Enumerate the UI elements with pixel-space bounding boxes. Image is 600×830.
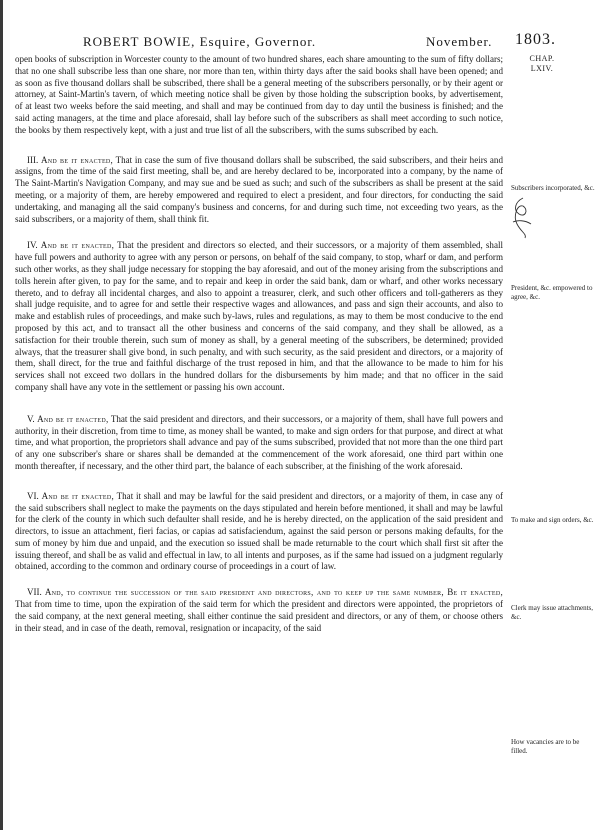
- header-year: 1803.: [515, 31, 556, 48]
- section-number: VI.: [27, 490, 39, 501]
- margin-note-attachments: Clerk may issue attachments, &c.: [511, 604, 594, 621]
- header-title: ROBERT BOWIE, Esquire, Governor.: [83, 34, 317, 49]
- margin-note-president-empowered: President, &c. empowered to agree, &c.: [511, 284, 593, 301]
- section-number: VII.: [27, 587, 42, 598]
- paragraph-text: That the president and directors so elected, and their successors, or a majority of them assembled, shall have full powers and authority to agree with any person or persons, on behalf of the said company, to stop, wharf or dam, and perform such other works, as they shall judge necessary for stopping the bay aforesaid, and out of the money arising from the subscriptions and tolls herein after given, to pay for the same, and to repair and keep in order the said bank, dam or wharf, and other works necessary thereto, and to defray all incidental charges, and also to appoint a treasurer, clerk, and such other officers and toll-gatherers as they shall judge requisite, and to agree for and settle their respective wages and allowances, and pass and sign their accounts, and also to make and establish rules of proceedings, and make such by-laws, rules and regulations, as may to them be most conducive to the end proposed by this act, and to transact all the other business and concerns of the said company, and they shall be allowed, as a satisfaction for their trouble therein, such sum of money as shall, by a general meeting of the subscribers, be determined; provided always, that the treasurer shall give bond, in such penalty, and with such security, as the said president and directors, or a majority of them, shall direct, for the true and faithful discharge of the trust reposed in him, and that the allowance to be made to him for his services shall not exceed two dollars in the hundred dollars for the disbursements by him made; and that no officer in the said company shall have any vote in the settlement or passing his own account.: [15, 240, 503, 392]
- paragraph-text: That it shall and may be lawful for the said president and directors, or a majority of them, in case any of the said subscribers shall neglect to make the payments on the days stipulated and herein before mentioned, it shall and may be lawful for the clerk of the county in which such defaulter shall reside, and he is hereby directed, on the application of the said president and directors, to issue an attachment, fieri facias, or capias ad satisfaciendum, against the said person or persons making defaults, for the sum of money by him due and unpaid, and the execution so issued shall be made returnable to the court which shall first sit after the issuing thereof, and shall be as valid and effectual in law, to all intents and purposes, as if the same had issued on a judgment regularly obtained, according to the common and ordinary course of proceedings in a court of law.: [15, 490, 503, 572]
- paragraph-text: open books of subscription in Worcester county to the amount of two hundred shares, each share amounting to the sum of fifty dollars; that no one shall subscribe less than one share, nor more than ten, within thirty days after the said books shall have been opened; and as soon as five thousand dollars shall be subscribed, there shall be a general meeting of the subscribers personally, or by their agent or attorney, at Saint-Martin's tavern, of which meeting notice shall be given by those holding the subscription books, by advertisement, of at least two weeks before the said meeting, and shall and may be continued from day to day until the business is finished; and the said acting managers, at the time and place aforesaid, shall lay before such of the subscribers as shall meet according to such notice, the books by them respectively kept, with a just and true list of all the subscribers, with the sums subscribed by each.: [15, 54, 503, 135]
- section-vii: [15, 587, 503, 634]
- body-text: [15, 54, 503, 634]
- enacting-clause: And be it enacted,: [40, 240, 115, 251]
- section-v: [15, 414, 503, 473]
- margin-note-orders: To make and sign orders, &c.: [511, 516, 594, 524]
- enacting-clause: And be it enacted,: [37, 413, 109, 424]
- section-vi: [15, 491, 503, 574]
- chapter-label: [515, 54, 569, 74]
- paragraph-text: That from time to time, upon the expiration of the said term for which the president and directors were appointed, the proprietors of the said company, at the next general meeting, shall either continue the said president and directors, or any of them, or choose others in their stead, and in case of the death, removal, resignation or incapacity, of the said: [15, 599, 503, 633]
- enacting-clause: And be it enacted,: [41, 490, 115, 501]
- enacting-clause: And be it enacted,: [40, 154, 114, 165]
- section-iii: [15, 155, 503, 226]
- running-header: [83, 31, 563, 52]
- handwritten-mark-icon: [507, 196, 537, 240]
- paragraph-text: That the said president and directors, and their successors, or a majority of them, shall have full powers and authority, in their discretion, from time to time, as money shall be wanted, to make and sign orders for that purpose, and direct at what time, and what proportion, the proprietors shall advance and pay of the sums subscribed, provided that not more than the one third part of any one subscriber's share or shares shall be demanded at the commencement of the work aforesaid, one third part within one month thereafter, if necessary, and the other third part, the balance of each subscriber, at the finishing of the work aforesaid.: [15, 413, 503, 471]
- section-number: V.: [27, 413, 35, 424]
- margin-note-vacancies: How vacancies are to be filled.: [511, 738, 580, 755]
- section-number: III.: [27, 154, 39, 165]
- chapter-heading: CHAP.: [529, 54, 555, 63]
- paragraph-text: That in case the sum of five thousand dollars shall be subscribed, the said subscribers, and their heirs and assigns, from the time of the said first meeting, shall be, and are hereby declared to be, incorporated into a company, by the name of The Saint-Martin's Navigation Company, and may sue and be sued as such; and such of the subscribers as shall be present at the said meeting, or a majority of them, are hereby empowered and required to elect a president, and four directors, for conducting the said undertaking, and managing all the said company's business and concerns, for and during such time, not exceeding two years, as the said subscribers, or a majority of them, shall think fit.: [15, 154, 503, 224]
- section-number: IV.: [27, 240, 38, 251]
- enacting-clause: And, to continue the succession of the said president and directors, and to keep up the same number, Be it enacted,: [44, 587, 504, 598]
- section-iv: [15, 240, 503, 393]
- paragraph-continued: [15, 54, 503, 137]
- chapter-number: LXIV.: [530, 64, 554, 73]
- header-month: November.: [426, 34, 493, 49]
- margin-note-incorporated: Subscribers incorporated, &c.: [511, 184, 595, 192]
